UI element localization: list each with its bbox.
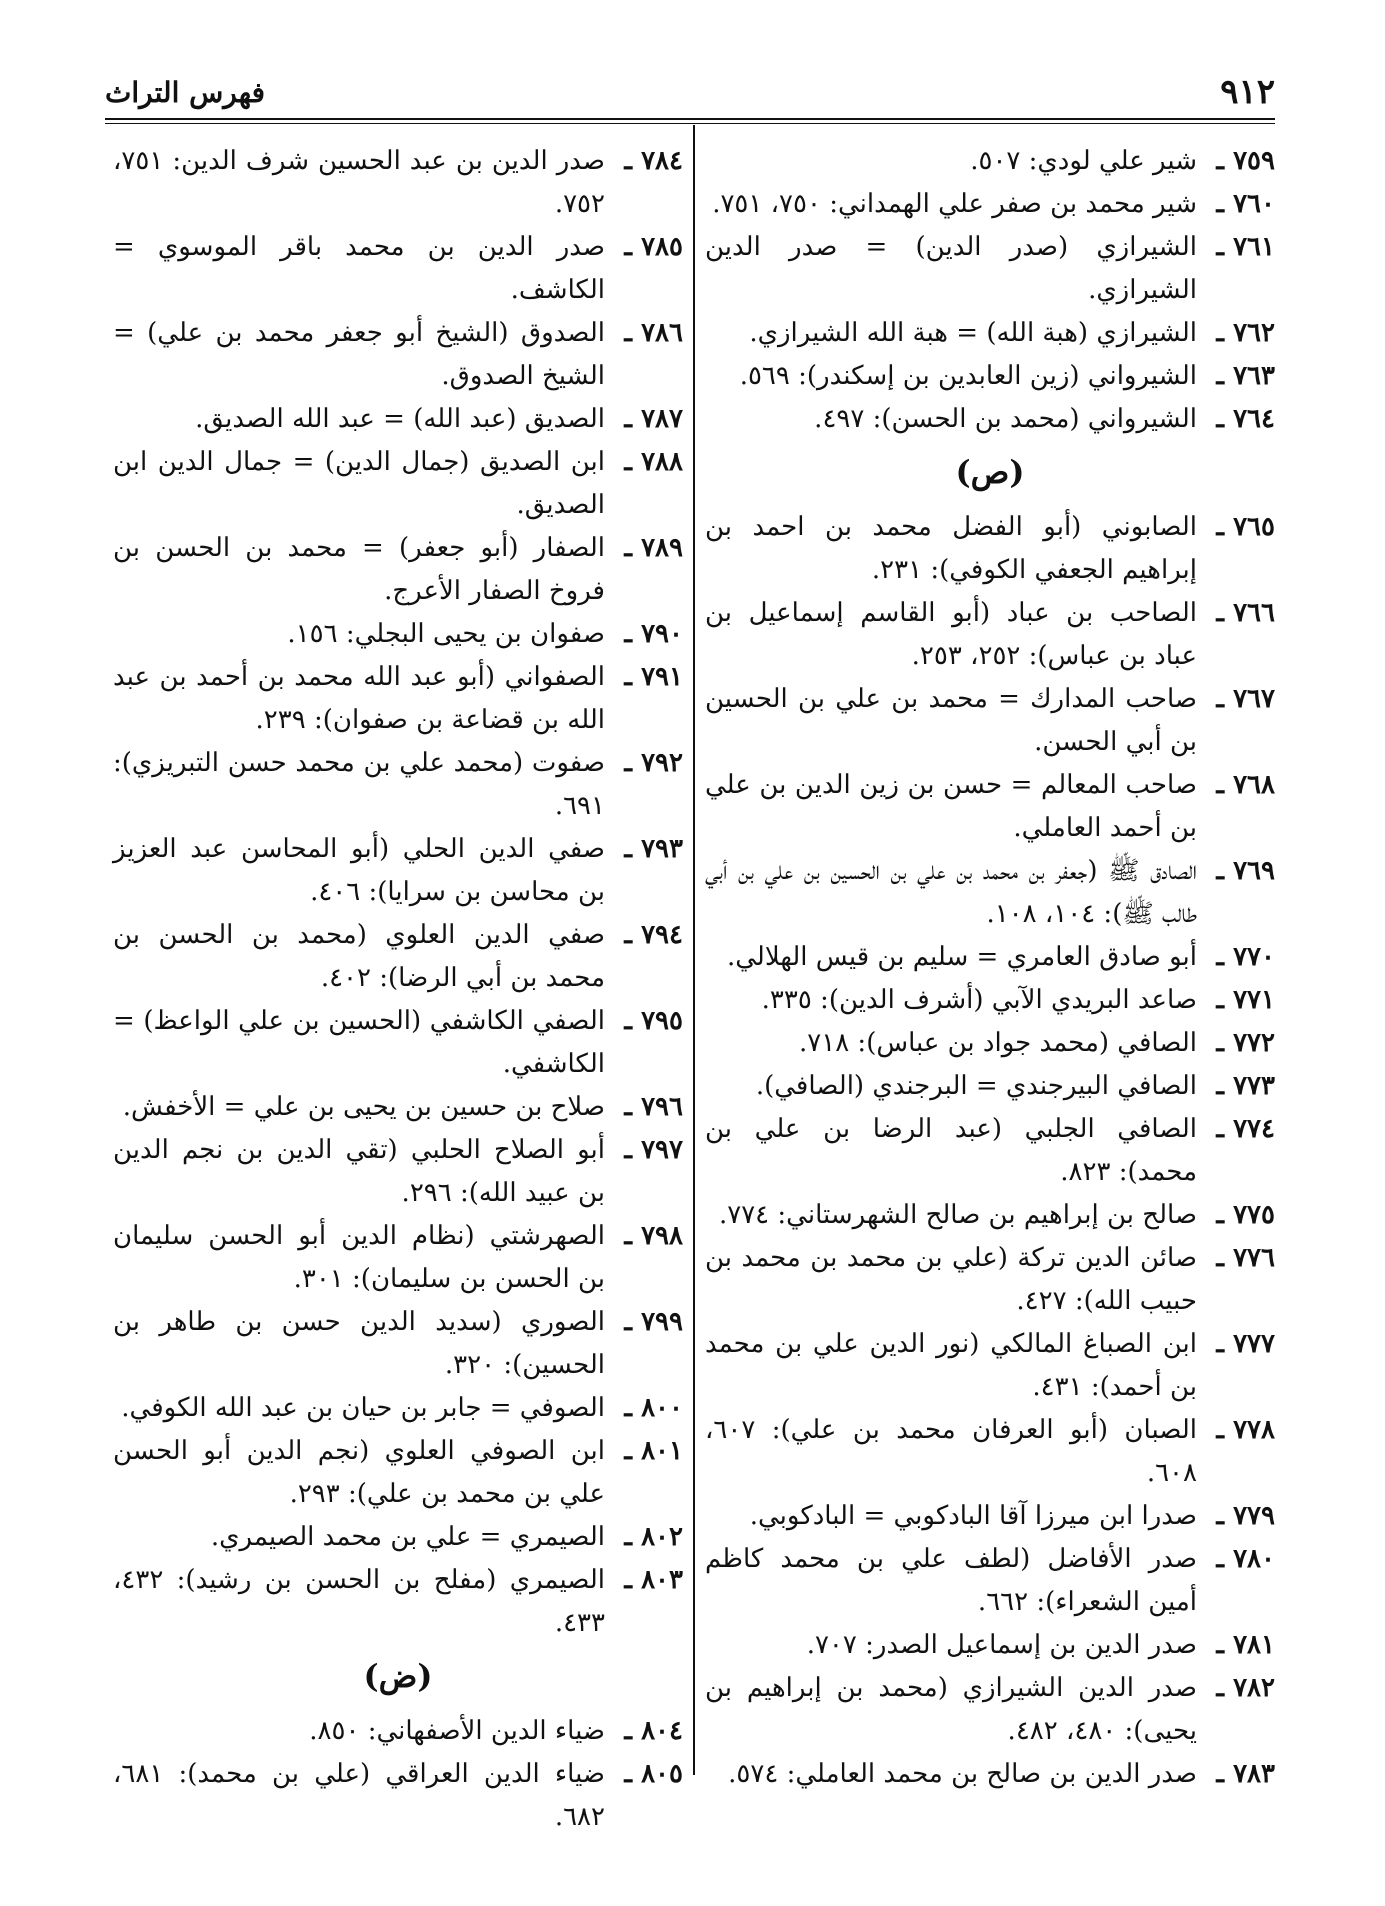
index-entry — [705, 183, 1275, 226]
entry-number: ٧٦٧ ـ — [1216, 684, 1275, 714]
entry-text: شير محمد بن صفر علي الهمداني: ٧٥٠، ٧٥١. — [712, 189, 1197, 219]
entry-number: ٧٨٣ ـ — [1216, 1759, 1275, 1789]
entry-text: ضياء الدين العراقي (علي بن محمد): ٦٨١، ٦٨٢. — [113, 1759, 605, 1832]
entry-number: ٧٦١ ـ — [1216, 232, 1275, 262]
index-entry — [705, 1065, 1275, 1108]
entry-text: الصديق (عبد الله) = عبد الله الصديق. — [195, 404, 605, 434]
entry-number: ٨٠٠ ـ — [624, 1393, 683, 1423]
entry-number: ٧٨١ ـ — [1216, 1630, 1275, 1660]
index-entry — [113, 1387, 683, 1430]
index-entry — [705, 592, 1275, 678]
entry-number: ٧٦٢ ـ — [1216, 318, 1275, 348]
index-column-right — [705, 140, 1275, 1796]
index-entry — [113, 1710, 683, 1753]
entry-number: ٧٨٢ ـ — [1216, 1673, 1275, 1703]
entry-text: الصفار (أبو جعفر) = محمد بن الحسن بن فروخ الصفار الأعرج. — [113, 533, 605, 606]
entry-number: ٨٠٢ ـ — [624, 1522, 683, 1552]
entry-text: الصبان (أبو العرفان محمد بن علي): ٦٠٧، ٦٠٨. — [705, 1415, 1197, 1488]
entry-number: ٧٧٢ ـ — [1216, 1028, 1275, 1058]
index-entry — [113, 1516, 683, 1559]
index-entry — [113, 140, 683, 226]
index-column-left — [113, 140, 683, 1839]
index-entry — [705, 764, 1275, 850]
entry-text: ضياء الدين الأصفهاني: ٨٥٠. — [309, 1716, 605, 1746]
section-heading: (ص) — [955, 453, 1025, 491]
entry-text: أبو صادق العامري = سليم بن قيس الهلالي. — [726, 942, 1197, 972]
entry-number: ٧٨٠ ـ — [1216, 1544, 1275, 1574]
index-entry — [705, 979, 1275, 1022]
entry-number: ٧٥٩ ـ — [1216, 146, 1275, 176]
entry-number: ٧٩٥ ـ — [624, 1006, 683, 1036]
index-entry — [705, 1624, 1275, 1667]
entry-number: ٨٠٤ ـ — [624, 1716, 683, 1746]
entry-text: صاحب المعالم = حسن بن زين الدين بن علي بن أحمد العاملي. — [705, 770, 1197, 843]
entry-text: ابن الصباغ المالكي (نور الدين علي بن محمد بن أحمد): ٤٣١. — [705, 1329, 1197, 1402]
index-entry — [113, 226, 683, 312]
entry-number: ٧٨٨ ـ — [624, 447, 683, 477]
entry-text: شير علي لودي: ٥٠٧. — [970, 146, 1197, 176]
entry-text: الصاحب بن عباد (أبو القاسم إسماعيل بن عباد بن عباس): ٢٥٢، ٢٥٣. — [705, 598, 1197, 671]
index-entry — [705, 1409, 1275, 1495]
entry-text: الصدوق (الشيخ أبو جعفر محمد بن علي) = الشيخ الصدوق. — [113, 318, 605, 391]
column-divider — [693, 125, 695, 1775]
entry-number: ٧٩١ ـ — [624, 662, 683, 692]
index-entry — [705, 850, 1275, 936]
entry-text: ابن الصديق (جمال الدين) = جمال الدين ابن الصديق. — [113, 447, 605, 520]
entry-text: صدر الدين بن إسماعيل الصدر: ٧٠٧. — [806, 1630, 1197, 1660]
entry-text: أبو الصلاح الحلبي (تقي الدين بن نجم الدين بن عبيد الله): ٢٩٦. — [113, 1135, 605, 1208]
entry-text: ابن الصوفي العلوي (نجم الدين أبو الحسن علي بن محمد بن علي): ٢٩٣. — [113, 1436, 605, 1509]
entry-number: ٧٦٠ ـ — [1216, 189, 1275, 219]
index-entry — [113, 656, 683, 742]
entry-text: الصافي (محمد جواد بن عباس): ٧١٨. — [799, 1028, 1197, 1058]
entry-text: الصابوني (أبو الفضل محمد بن احمد بن إبراهيم الجعفي الكوفي): ٢٣١. — [705, 512, 1197, 585]
entry-number: ٧٧٥ ـ — [1216, 1200, 1275, 1230]
entry-number: ٧٧٤ ـ — [1216, 1114, 1275, 1144]
entry-text: صفي الدين الحلي (أبو المحاسن عبد العزيز بن محاسن بن سرايا): ٤٠٦. — [113, 834, 605, 907]
entry-text: الصافي البيرجندي = البرجندي (الصافي). — [755, 1071, 1197, 1101]
index-entry — [705, 506, 1275, 592]
index-entry — [705, 1022, 1275, 1065]
index-entry — [113, 398, 683, 441]
entry-number: ٧٨٩ ـ — [624, 533, 683, 563]
entry-text: الصادق ﷺ (جعفر بن محمد بن علي بن الحسين بن علي بن أبي طالب ﷺ): ١٠٤، ١٠٨. — [705, 856, 1197, 929]
index-entry — [113, 312, 683, 398]
index-entry — [705, 1667, 1275, 1753]
header-rule — [105, 118, 1275, 120]
entry-number: ٧٩٩ ـ — [624, 1307, 683, 1337]
entry-number: ٧٩٦ ـ — [624, 1092, 683, 1122]
entry-number: ٧٧٣ ـ — [1216, 1071, 1275, 1101]
index-entry — [113, 1430, 683, 1516]
entry-text: الشيرازي (صدر الدين) = صدر الدين الشيرازي. — [705, 232, 1197, 305]
index-entry — [113, 914, 683, 1000]
entry-number: ٧٨٤ ـ — [624, 146, 683, 176]
running-title: فهرس التراث — [105, 76, 266, 109]
entry-number: ٧٩٠ ـ — [624, 619, 683, 649]
index-entry — [705, 1237, 1275, 1323]
entry-text: صدر الأفاضل (لطف علي بن محمد كاظم أمين الشعراء): ٦٦٢. — [705, 1544, 1197, 1617]
section-heading: (ض) — [363, 1657, 433, 1695]
entry-text: صفوان بن يحيى البجلي: ١٥٦. — [287, 619, 605, 649]
entry-text: الشيرازي (هبة الله) = هبة الله الشيرازي. — [749, 318, 1197, 348]
entry-number: ٧٩٤ ـ — [624, 920, 683, 950]
index-entry — [113, 1000, 683, 1086]
page-number: ٩١٢ — [1220, 72, 1275, 112]
entry-number: ٨٠١ ـ — [624, 1436, 683, 1466]
entry-number: ٧٧٧ ـ — [1216, 1329, 1275, 1359]
index-entry — [113, 1215, 683, 1301]
entry-text: الصوري (سديد الدين حسن بن طاهر بن الحسين): ٣٢٠. — [113, 1307, 605, 1380]
index-entry — [113, 1301, 683, 1387]
entry-number: ٧٦٣ ـ — [1216, 361, 1275, 391]
entry-number: ٨٠٥ ـ — [624, 1759, 683, 1789]
index-entry — [113, 1129, 683, 1215]
entry-number: ٧٧٩ ـ — [1216, 1501, 1275, 1531]
entry-text: الشيرواني (زين العابدين بن إسكندر): ٥٦٩. — [739, 361, 1197, 391]
index-entry — [113, 742, 683, 828]
entry-number: ٧٦٦ ـ — [1216, 598, 1275, 628]
entry-text: الصهرشتي (نظام الدين أبو الحسن سليمان بن الحسن بن سليمان): ٣٠١. — [113, 1221, 605, 1294]
entry-number: ٧٦٩ ـ — [1216, 856, 1275, 886]
entry-number: ٧٩٢ ـ — [624, 748, 683, 778]
index-entry — [113, 1559, 683, 1645]
index-entry — [705, 1108, 1275, 1194]
entry-text: الصيمري = علي بن محمد الصيمري. — [210, 1522, 605, 1552]
entry-number: ٧٧٨ ـ — [1216, 1415, 1275, 1445]
entry-text: الصفي الكاشفي (الحسين بن علي الواعظ) = الكاشفي. — [113, 1006, 605, 1079]
entry-number: ٧٩٨ ـ — [624, 1221, 683, 1251]
entry-text: صاعد البريدي الآبي (أشرف الدين): ٣٣٥. — [761, 985, 1197, 1015]
entry-text: صدرا ابن ميرزا آقا البادكوبي = البادكوبي. — [749, 1501, 1197, 1531]
index-entry — [705, 1538, 1275, 1624]
entry-number: ٧٦٨ ـ — [1216, 770, 1275, 800]
entry-text: صدر الدين بن صالح بن محمد العاملي: ٥٧٤. — [728, 1759, 1197, 1789]
index-entry — [705, 1495, 1275, 1538]
entry-number: ٧٧٦ ـ — [1216, 1243, 1275, 1273]
entry-number: ٧٩٣ ـ — [624, 834, 683, 864]
entry-text: الصيمري (مفلح بن الحسن بن رشيد): ٤٣٢، ٤٣٣. — [113, 1565, 605, 1638]
header-rule-thin — [105, 123, 1275, 124]
entry-number: ٨٠٣ ـ — [624, 1565, 683, 1595]
entry-number: ٧٩٧ ـ — [624, 1135, 683, 1165]
entry-text: صفي الدين العلوي (محمد بن الحسن بن محمد بن أبي الرضا): ٤٠٢. — [113, 920, 605, 993]
index-entry — [705, 678, 1275, 764]
index-entry — [705, 1194, 1275, 1237]
entry-text: الصوفي = جابر بن حيان بن عبد الله الكوفي. — [121, 1393, 605, 1423]
entry-text: الشيرواني (محمد بن الحسن): ٤٩٧. — [814, 404, 1197, 434]
index-entry — [113, 1753, 683, 1839]
entry-number: ٧٧٠ ـ — [1216, 942, 1275, 972]
index-entry — [705, 1323, 1275, 1409]
entry-text: صالح بن إبراهيم بن صالح الشهرستاني: ٧٧٤. — [718, 1200, 1197, 1230]
page-header — [105, 72, 1275, 122]
entry-text: صدر الدين بن عبد الحسين شرف الدين: ٧٥١، ٧٥٢. — [113, 146, 605, 219]
entry-number: ٧٦٤ ـ — [1216, 404, 1275, 434]
index-entry — [705, 398, 1275, 441]
entry-number: ٧٨٥ ـ — [624, 232, 683, 262]
index-entry — [113, 441, 683, 527]
entry-text: صفوت (محمد علي بن محمد حسن التبريزي): ٦٩١. — [113, 748, 605, 821]
index-entry — [705, 1753, 1275, 1796]
entry-text: الصفواني (أبو عبد الله محمد بن أحمد بن عبد الله بن قضاعة بن صفوان): ٢٣٩. — [113, 662, 605, 735]
entry-number: ٧٦٥ ـ — [1216, 512, 1275, 542]
entry-text: صدر الدين بن محمد باقر الموسوي = الكاشف. — [113, 232, 605, 305]
entry-text: صاحب المدارك = محمد بن علي بن الحسين بن أبي الحسن. — [705, 684, 1197, 757]
entry-text: صلاح بن حسين بن يحيى بن علي = الأخفش. — [122, 1092, 605, 1122]
index-entry — [113, 1086, 683, 1129]
index-entry — [705, 140, 1275, 183]
index-entry — [113, 527, 683, 613]
entry-text: صدر الدين الشيرازي (محمد بن إبراهيم بن يحيى): ٤٨٠، ٤٨٢. — [705, 1673, 1197, 1746]
index-entry — [113, 828, 683, 914]
index-entry — [705, 936, 1275, 979]
entry-text: الصافي الجلبي (عبد الرضا بن علي بن محمد): ٨٢٣. — [705, 1114, 1197, 1187]
entry-text: صائن الدين تركة (علي بن محمد بن محمد بن حبيب الله): ٤٢٧. — [705, 1243, 1197, 1316]
index-entry — [113, 613, 683, 656]
entry-number: ٧٧١ ـ — [1216, 985, 1275, 1015]
entry-number: ٧٨٧ ـ — [624, 404, 683, 434]
entry-number: ٧٨٦ ـ — [624, 318, 683, 348]
index-entry — [705, 226, 1275, 312]
index-entry — [705, 355, 1275, 398]
index-entry — [705, 312, 1275, 355]
